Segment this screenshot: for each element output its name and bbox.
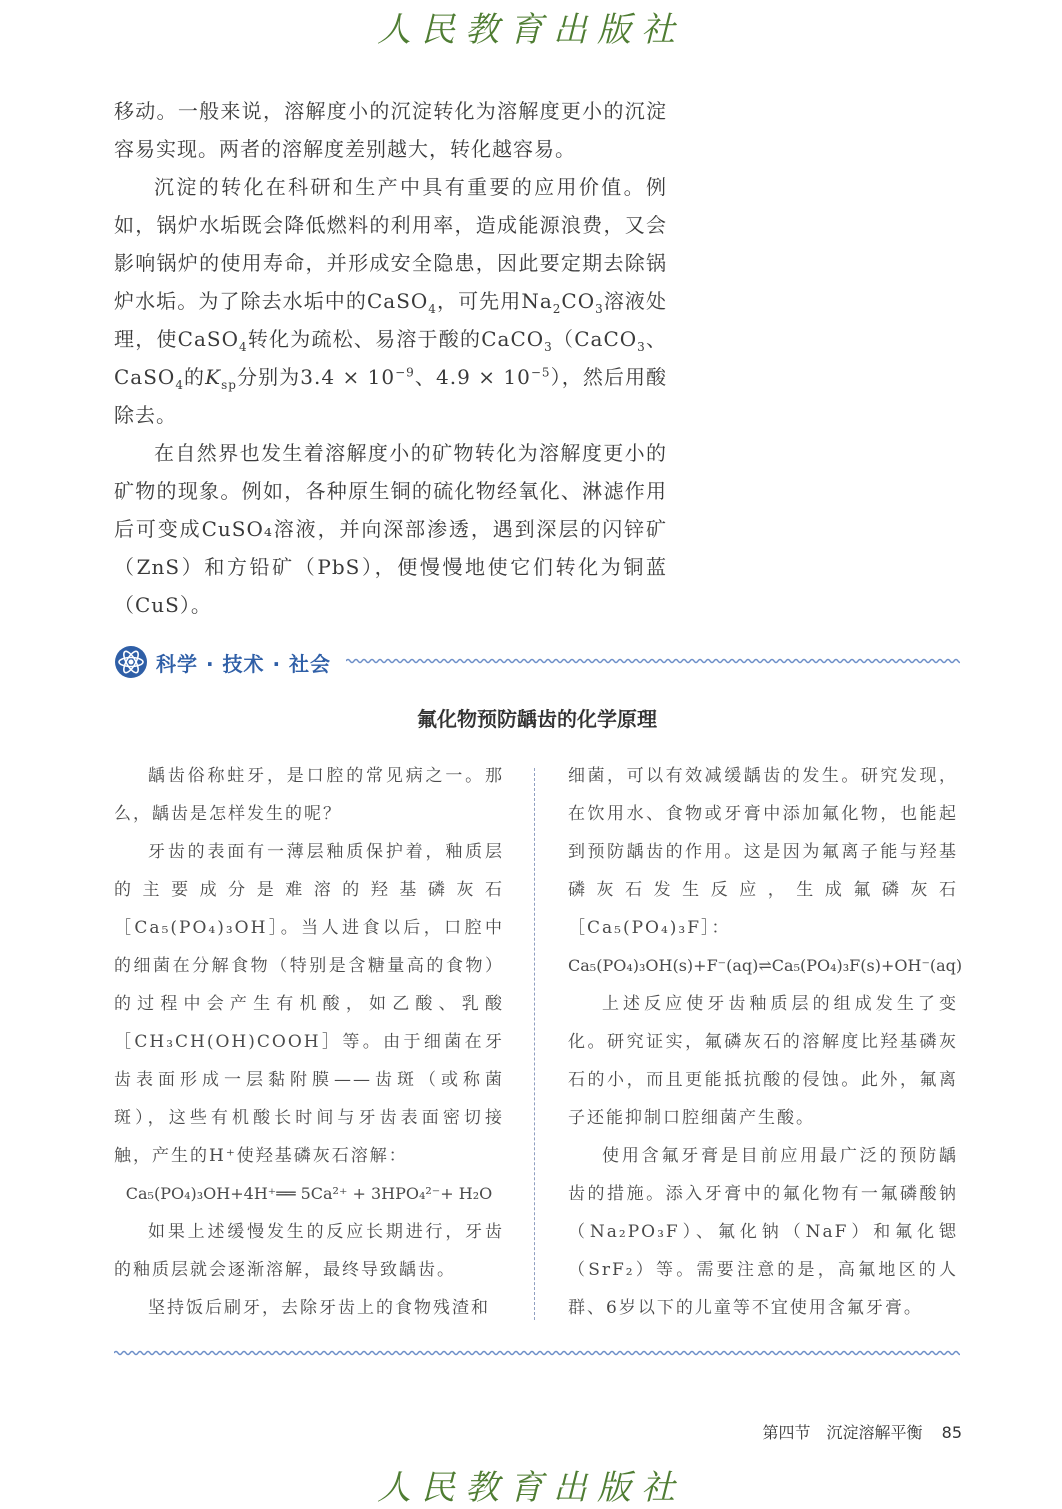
page-footer [749, 1420, 962, 1443]
wave-divider-bottom [114, 1348, 960, 1358]
left-paragraph-3: 如果上述缓慢发生的反应长期进行，牙齿的釉质层就会逐渐溶解，最终导致龋齿。 [114, 1222, 504, 1280]
footer-section-title: 第四节 沉淀溶解平衡 [762, 1423, 923, 1442]
article-right-column [568, 757, 963, 1327]
equation-dissolution: Ca₅(PO₄)₃OH+4H⁺══ 5Ca²⁺ + 3HPO₄²⁻+ H₂O [125, 1184, 493, 1203]
section-header [114, 645, 960, 681]
left-paragraph-2: 牙齿的表面有一薄层釉质保护着，釉质层的主要成分是难溶的羟基磷灰石［Ca₅(PO₄)₃OH］。当人进食以后，口腔中的细菌在分解食物（特别是含糖量高的食物）的过程中会产生有机酸，如乙酸、乳酸［CH₃CH(OH)COOH］等。由于细菌在牙齿表面形成一层黏附膜——齿斑（或称菌斑），这些有机酸长时间与牙齿表面密切接触，产生的H⁺使羟基磷灰石溶解： [114, 842, 504, 1166]
right-paragraph-2: 上述反应使牙齿釉质层的组成发生了变化。研究证实，氟磷灰石的溶解度比羟基磷灰石的小，而且更能抵抗酸的侵蚀。此外，氟离子还能抑制口腔细菌产生酸。 [568, 994, 958, 1128]
right-paragraph-3: 使用含氟牙膏是目前应用最广泛的预防龋齿的措施。添入牙膏中的氟化物有一氟磷酸钠（Na₂PO₃F）、氟化钠（NaF）和氟化锶（SrF₂）等。需要注意的是，高氟地区的人群、6岁以下的儿童等不宜使用含氟牙膏。 [568, 1146, 958, 1318]
section-title: 科学 · 技术 · 社会 [156, 652, 332, 676]
page-number: 85 [941, 1423, 962, 1442]
main-body-text [114, 92, 667, 624]
publisher-logo: 人民教育出版社 [377, 10, 685, 50]
atom-icon [114, 645, 148, 679]
left-paragraph-1: 龋齿俗称蛀牙，是口腔的常见病之一。那么，龋齿是怎样发生的呢？ [114, 766, 504, 824]
paragraph-3: 在自然界也发生着溶解度小的矿物转化为溶解度更小的矿物的现象。例如，各种原生铜的硫化物经氧化、淋滤作用后可变成CuSO₄溶液，并向深部渗透，遇到深层的闪锌矿（ZnS）和方铅矿（PbS），便慢慢地使它们转化为铜蓝（CuS）。 [114, 441, 667, 617]
equation-fluoride: Ca₅(PO₄)₃OH(s)+F⁻(aq)⇌Ca₅(PO₄)₃F(s)+OH⁻(aq) [568, 956, 963, 975]
right-paragraph-1: 细菌，可以有效减缓龋齿的发生。研究发现，在饮用水、食物或牙膏中添加氟化物，也能起到预防龋齿的作用。这是因为氟离子能与羟基磷灰石发生反应，生成氟磷灰石［Ca₅(PO₄)₃F］： [568, 766, 958, 938]
article-left-column [114, 757, 504, 1327]
column-divider [534, 768, 535, 1320]
paragraph-1: 移动。一般来说，溶解度小的沉淀转化为溶解度更小的沉淀容易实现。两者的溶解度差别越大，转化越容易。 [114, 99, 667, 161]
left-paragraph-4: 坚持饭后刷牙，去除牙齿上的食物残渣和 [148, 1298, 490, 1318]
article-title: 氟化物预防龋齿的化学原理 [417, 707, 657, 731]
wave-divider [346, 656, 960, 666]
publisher-logo-bottom: 人民教育出版社 [377, 1468, 685, 1508]
paragraph-2: 沉淀的转化在科研和生产中具有重要的应用价值。例如，锅炉水垢既会降低燃料的利用率，造成能源浪费，又会影响锅炉的使用寿命，并形成安全隐患，因此要定期去除锅炉水垢。为了除去水垢中的CaSO$_4$，可先用$Na_2CO_3$溶液处理，使CaSO$_4$转化为疏松、易溶于酸的CaCO$_3$（CaCO$_3$、CaSO$_4$的$K_{sp}$分别为$3.4 \times 10^{-9}$、$4.9 \times 10^{-5}$），然后用酸除去。 [114, 175, 668, 427]
